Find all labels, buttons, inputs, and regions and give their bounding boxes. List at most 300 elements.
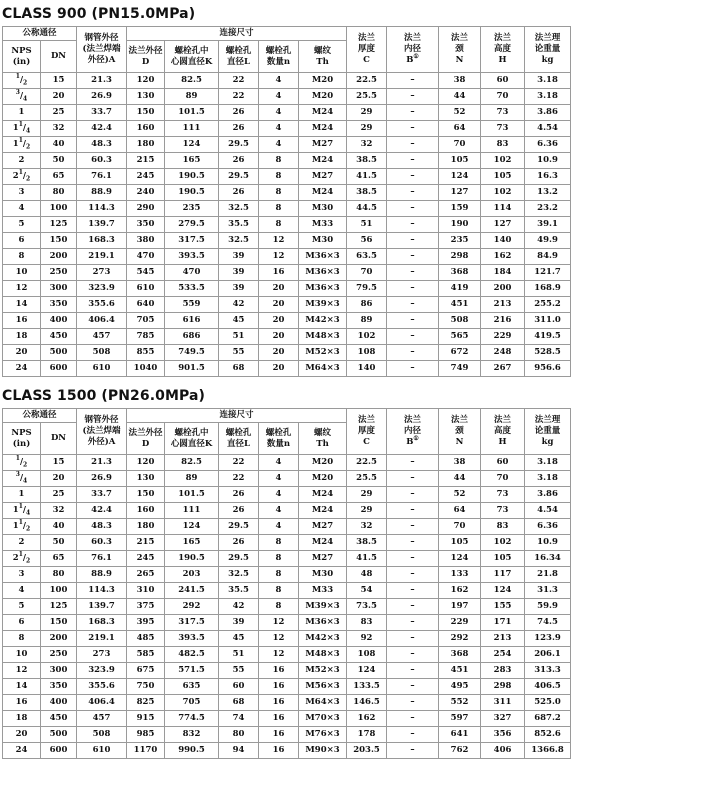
nps-whole: 6 <box>18 616 25 627</box>
weight-cell: 6.36 <box>525 137 571 153</box>
dn-cell: 125 <box>41 599 77 615</box>
height-cell: 60 <box>481 455 525 471</box>
header-pipe-od-line: (法兰焊端 <box>82 426 121 437</box>
thread-cell: M24 <box>299 185 347 201</box>
nps-cell <box>3 695 41 711</box>
header-bore-line: 内径 <box>404 44 422 55</box>
height-cell: 327 <box>481 711 525 727</box>
height-cell: 248 <box>481 345 525 361</box>
flange-od-cell: 785 <box>127 329 165 345</box>
bolt-count-cell: 12 <box>259 233 299 249</box>
bolt-count-cell: 8 <box>259 169 299 185</box>
header-bolt-count-line: 数量n <box>266 56 291 67</box>
bolt-hole-cell: 29.5 <box>219 519 259 535</box>
height-cell: 114 <box>481 201 525 217</box>
header-nominal-size-line: 公称通径 <box>22 28 57 39</box>
pipe-od-cell: 457 <box>77 711 127 727</box>
height-cell: 70 <box>481 471 525 487</box>
nps-cell <box>3 519 41 535</box>
bore-cell: – <box>387 345 439 361</box>
header-bolt-circle-line: 螺栓孔中 <box>174 45 209 56</box>
dn-cell: 400 <box>41 695 77 711</box>
bolt-circle-cell: 124 <box>165 519 219 535</box>
thread-cell: M20 <box>299 73 347 89</box>
bolt-count-cell: 20 <box>259 345 299 361</box>
header-pipe-od-line: 外径)A <box>87 436 116 447</box>
nps-cell <box>3 599 41 615</box>
neck-cell: 105 <box>439 153 481 169</box>
dn-cell: 200 <box>41 249 77 265</box>
neck-cell: 190 <box>439 217 481 233</box>
header-bolt-circle <box>165 423 219 455</box>
nps-denominator: 2 <box>23 79 28 87</box>
neck-cell: 52 <box>439 105 481 121</box>
dn-cell: 15 <box>41 455 77 471</box>
thread-cell: M20 <box>299 471 347 487</box>
bolt-circle-cell: 82.5 <box>165 73 219 89</box>
bolt-count-cell: 20 <box>259 281 299 297</box>
bolt-count-cell: 16 <box>259 743 299 759</box>
header-weight <box>525 409 571 455</box>
flange-od-cell: 380 <box>127 233 165 249</box>
nps-whole: 14 <box>15 680 28 691</box>
neck-cell: 229 <box>439 615 481 631</box>
neck-cell: 52 <box>439 487 481 503</box>
header-thread <box>299 423 347 455</box>
class-1500-table <box>2 408 603 759</box>
bore-cell: – <box>387 217 439 233</box>
header-bolt-hole-line: 直径L <box>227 56 250 67</box>
bolt-hole-cell: 39 <box>219 265 259 281</box>
flange-od-cell: 1170 <box>127 743 165 759</box>
bore-cell: – <box>387 121 439 137</box>
weight-cell: 74.5 <box>525 615 571 631</box>
header-weight-line: 法兰理 <box>534 33 561 44</box>
bolt-hole-cell: 26 <box>219 487 259 503</box>
header-bolt-hole-line: 螺栓孔 <box>225 427 252 438</box>
bore-cell: – <box>387 185 439 201</box>
bolt-circle-cell: 749.5 <box>165 345 219 361</box>
bolt-circle-cell: 165 <box>165 535 219 551</box>
nps-cell <box>3 679 41 695</box>
weight-cell: 31.3 <box>525 583 571 599</box>
nps-cell <box>3 345 41 361</box>
header-flange-od <box>127 423 165 455</box>
nps-cell <box>3 551 41 567</box>
thickness-cell: 32 <box>347 137 387 153</box>
thread-cell: M52×3 <box>299 663 347 679</box>
dn-cell: 150 <box>41 233 77 249</box>
flange-od-cell: 160 <box>127 121 165 137</box>
bolt-circle-cell: 101.5 <box>165 487 219 503</box>
height-cell: 83 <box>481 137 525 153</box>
table-row <box>3 73 603 89</box>
pipe-od-cell: 219.1 <box>77 249 127 265</box>
thread-cell: M33 <box>299 217 347 233</box>
header-neck-line: N <box>455 54 464 65</box>
header-bolt-hole-line: 直径L <box>227 438 250 449</box>
bore-cell: – <box>387 663 439 679</box>
header-nominal-size <box>3 27 77 41</box>
height-cell: 406 <box>481 743 525 759</box>
pipe-od-cell: 610 <box>77 361 127 377</box>
neck-cell: 368 <box>439 265 481 281</box>
header-height-line: 高度 <box>494 426 512 437</box>
dn-cell: 50 <box>41 535 77 551</box>
bore-cell: – <box>387 647 439 663</box>
flange-od-cell: 915 <box>127 711 165 727</box>
pipe-od-cell: 457 <box>77 329 127 345</box>
thickness-cell: 203.5 <box>347 743 387 759</box>
thread-cell: M20 <box>299 455 347 471</box>
bolt-hole-cell: 26 <box>219 503 259 519</box>
header-nps-line: (in) <box>12 438 31 449</box>
bolt-count-cell: 12 <box>259 249 299 265</box>
header-thickness-line: C <box>363 436 370 447</box>
thickness-cell: 73.5 <box>347 599 387 615</box>
bolt-circle-cell: 533.5 <box>165 281 219 297</box>
table-row <box>3 631 603 647</box>
nps-cell <box>3 727 41 743</box>
table-row <box>3 265 603 281</box>
dn-cell: 65 <box>41 169 77 185</box>
bolt-count-cell: 16 <box>259 679 299 695</box>
nps-numerator: 1 <box>18 503 23 510</box>
bolt-circle-cell: 89 <box>165 471 219 487</box>
table-row <box>3 679 603 695</box>
flange-od-cell: 215 <box>127 153 165 169</box>
header-thickness-line: 法兰 <box>358 33 376 44</box>
table-row <box>3 519 603 535</box>
dn-cell: 32 <box>41 121 77 137</box>
thread-cell: M36×3 <box>299 281 347 297</box>
height-cell: 171 <box>481 615 525 631</box>
flange-od-cell: 290 <box>127 201 165 217</box>
height-cell: 102 <box>481 535 525 551</box>
neck-cell: 292 <box>439 631 481 647</box>
header-weight-line: kg <box>541 54 554 65</box>
nps-whole: 1 <box>18 106 25 117</box>
nps-cell <box>3 361 41 377</box>
header-thread-line: Th <box>316 438 329 449</box>
header-neck <box>439 27 481 73</box>
thickness-cell: 41.5 <box>347 169 387 185</box>
nps-denominator: 2 <box>26 175 31 183</box>
bore-cell: – <box>387 361 439 377</box>
thread-cell: M20 <box>299 89 347 105</box>
pipe-od-cell: 33.7 <box>77 105 127 121</box>
height-cell: 102 <box>481 185 525 201</box>
neck-cell: 451 <box>439 663 481 679</box>
class-900-table <box>2 26 603 377</box>
nps-fraction-slash: / <box>19 472 24 483</box>
thread-cell: M24 <box>299 105 347 121</box>
nps-whole: 8 <box>18 632 25 643</box>
nps-whole: 6 <box>18 234 25 245</box>
bolt-hole-cell: 26 <box>219 121 259 137</box>
header-bore <box>387 409 439 455</box>
thread-cell: M39×3 <box>299 599 347 615</box>
table-row <box>3 695 603 711</box>
bore-cell: – <box>387 743 439 759</box>
table-row <box>3 567 603 583</box>
weight-cell: 206.1 <box>525 647 571 663</box>
weight-cell: 4.54 <box>525 503 571 519</box>
header-weight-line: kg <box>541 436 554 447</box>
nps-whole: 18 <box>15 330 28 341</box>
thickness-cell: 146.5 <box>347 695 387 711</box>
height-cell: 140 <box>481 233 525 249</box>
thread-cell: M56×3 <box>299 679 347 695</box>
nps-whole: 2 <box>12 170 19 181</box>
bolt-circle-cell: 111 <box>165 121 219 137</box>
neck-cell: 597 <box>439 711 481 727</box>
neck-cell: 70 <box>439 137 481 153</box>
thickness-cell: 29 <box>347 487 387 503</box>
bolt-count-cell: 16 <box>259 663 299 679</box>
table-row <box>3 105 603 121</box>
weight-cell: 3.86 <box>525 105 571 121</box>
nps-numerator: 1 <box>15 73 20 80</box>
neck-cell: 197 <box>439 599 481 615</box>
height-cell: 184 <box>481 265 525 281</box>
pipe-od-cell: 406.4 <box>77 313 127 329</box>
header-connection <box>127 409 347 423</box>
bolt-circle-cell: 190.5 <box>165 551 219 567</box>
class-1500-title: CLASS 1500 (PN26.0MPa) <box>2 388 206 404</box>
thickness-cell: 29 <box>347 105 387 121</box>
table-row <box>3 487 603 503</box>
bolt-count-cell: 4 <box>259 73 299 89</box>
dn-cell: 300 <box>41 663 77 679</box>
header-height <box>481 409 525 455</box>
dn-cell: 500 <box>41 727 77 743</box>
dn-cell: 125 <box>41 217 77 233</box>
bore-cell: – <box>387 233 439 249</box>
weight-cell: 406.5 <box>525 679 571 695</box>
bolt-circle-cell: 482.5 <box>165 647 219 663</box>
bore-cell: – <box>387 551 439 567</box>
bolt-count-cell: 4 <box>259 89 299 105</box>
thickness-cell: 22.5 <box>347 73 387 89</box>
nps-cell <box>3 185 41 201</box>
weight-cell: 1366.8 <box>525 743 571 759</box>
header-connection-line: 连接尺寸 <box>219 410 254 421</box>
header-neck <box>439 409 481 455</box>
pipe-od-cell: 42.4 <box>77 121 127 137</box>
nps-whole: 4 <box>18 202 25 213</box>
thickness-cell: 140 <box>347 361 387 377</box>
flange-od-cell: 395 <box>127 615 165 631</box>
bolt-count-cell: 8 <box>259 185 299 201</box>
weight-cell: 3.18 <box>525 471 571 487</box>
height-cell: 216 <box>481 313 525 329</box>
neck-cell: 159 <box>439 201 481 217</box>
bolt-hole-cell: 26 <box>219 105 259 121</box>
table-row <box>3 663 603 679</box>
header-thread-line: 螺纹 <box>314 427 332 438</box>
nps-whole: 1 <box>12 504 19 515</box>
height-cell: 356 <box>481 727 525 743</box>
weight-cell: 39.1 <box>525 217 571 233</box>
weight-cell: 121.7 <box>525 265 571 281</box>
height-cell: 102 <box>481 153 525 169</box>
bore-cell: – <box>387 73 439 89</box>
bolt-count-cell: 16 <box>259 265 299 281</box>
nps-whole: 14 <box>15 298 28 309</box>
neck-cell: 749 <box>439 361 481 377</box>
flange-od-cell: 675 <box>127 663 165 679</box>
header-bolt-circle <box>165 41 219 73</box>
bore-cell: – <box>387 519 439 535</box>
table-row <box>3 647 603 663</box>
bolt-circle-cell: 571.5 <box>165 663 219 679</box>
thickness-cell: 79.5 <box>347 281 387 297</box>
table-row <box>3 329 603 345</box>
dn-cell: 40 <box>41 519 77 535</box>
bolt-count-cell: 20 <box>259 313 299 329</box>
header-thickness-line: 厚度 <box>358 44 376 55</box>
bore-cell: – <box>387 471 439 487</box>
bolt-circle-cell: 165 <box>165 153 219 169</box>
bolt-hole-cell: 94 <box>219 743 259 759</box>
table-row <box>3 615 603 631</box>
nps-numerator: 1 <box>18 169 23 176</box>
weight-cell: 3.18 <box>525 89 571 105</box>
bolt-circle-cell: 616 <box>165 313 219 329</box>
flange-od-cell: 855 <box>127 345 165 361</box>
neck-cell: 641 <box>439 727 481 743</box>
table-row <box>3 121 603 137</box>
weight-cell: 255.2 <box>525 297 571 313</box>
thickness-cell: 124 <box>347 663 387 679</box>
flange-od-cell: 985 <box>127 727 165 743</box>
dn-cell: 150 <box>41 615 77 631</box>
thread-cell: M24 <box>299 153 347 169</box>
class-900-title: CLASS 900 (PN15.0MPa) <box>2 6 196 22</box>
bolt-hole-cell: 60 <box>219 679 259 695</box>
table-row <box>3 217 603 233</box>
table-row <box>3 297 603 313</box>
thread-cell: M27 <box>299 137 347 153</box>
header-bore <box>387 27 439 73</box>
table-row <box>3 233 603 249</box>
nps-denominator: 2 <box>26 143 31 151</box>
flange-od-cell: 130 <box>127 471 165 487</box>
height-cell: 105 <box>481 551 525 567</box>
header-neck-line: 颈 <box>455 426 464 437</box>
thickness-cell: 83 <box>347 615 387 631</box>
header-thickness <box>347 27 387 73</box>
header-neck-line: 法兰 <box>451 33 469 44</box>
nps-whole: 1 <box>18 488 25 499</box>
nps-cell <box>3 105 41 121</box>
nps-denominator: 4 <box>26 127 31 135</box>
bore-cell: – <box>387 281 439 297</box>
bore-cell: – <box>387 583 439 599</box>
bolt-hole-cell: 42 <box>219 297 259 313</box>
neck-cell: 368 <box>439 647 481 663</box>
weight-cell: 21.8 <box>525 567 571 583</box>
pipe-od-cell: 610 <box>77 743 127 759</box>
height-cell: 283 <box>481 663 525 679</box>
bore-cell: – <box>387 297 439 313</box>
thread-cell: M90×3 <box>299 743 347 759</box>
bore-cell: – <box>387 487 439 503</box>
height-cell: 124 <box>481 583 525 599</box>
thickness-cell: 32 <box>347 519 387 535</box>
height-cell: 311 <box>481 695 525 711</box>
pipe-od-cell: 26.9 <box>77 89 127 105</box>
neck-cell: 124 <box>439 169 481 185</box>
height-cell: 73 <box>481 121 525 137</box>
weight-cell: 311.0 <box>525 313 571 329</box>
nps-numerator: 1 <box>18 519 23 526</box>
flange-od-cell: 240 <box>127 185 165 201</box>
nps-fraction-slash: / <box>22 520 27 531</box>
thickness-cell: 89 <box>347 313 387 329</box>
height-cell: 60 <box>481 73 525 89</box>
header-row-1 <box>3 27 603 41</box>
bolt-hole-cell: 51 <box>219 329 259 345</box>
weight-cell: 4.54 <box>525 121 571 137</box>
pipe-od-cell: 508 <box>77 345 127 361</box>
bolt-count-cell: 20 <box>259 329 299 345</box>
nps-cell <box>3 567 41 583</box>
header-dn <box>41 423 77 455</box>
footnote-mark: ① <box>413 53 419 61</box>
weight-cell: 528.5 <box>525 345 571 361</box>
neck-cell: 552 <box>439 695 481 711</box>
dn-cell: 25 <box>41 105 77 121</box>
pipe-od-cell: 33.7 <box>77 487 127 503</box>
nps-numerator: 1 <box>18 551 23 558</box>
bolt-count-cell: 4 <box>259 503 299 519</box>
bolt-hole-cell: 51 <box>219 647 259 663</box>
nps-cell <box>3 535 41 551</box>
nps-cell <box>3 137 41 153</box>
nps-fraction-slash: / <box>22 170 27 181</box>
header-bore-line: B <box>406 54 414 65</box>
thread-cell: M27 <box>299 551 347 567</box>
table-row <box>3 153 603 169</box>
bolt-hole-cell: 35.5 <box>219 583 259 599</box>
nps-denominator: 4 <box>23 95 28 103</box>
nps-whole: 18 <box>15 712 28 723</box>
bolt-circle-cell: 111 <box>165 503 219 519</box>
nps-whole: 2 <box>18 154 25 165</box>
bolt-circle-cell: 124 <box>165 137 219 153</box>
bolt-hole-cell: 35.5 <box>219 217 259 233</box>
pipe-od-cell: 42.4 <box>77 503 127 519</box>
nps-whole: 10 <box>15 648 28 659</box>
header-bore-line: B <box>406 436 414 447</box>
header-bolt-hole <box>219 423 259 455</box>
bolt-count-cell: 8 <box>259 153 299 169</box>
flange-od-cell: 705 <box>127 313 165 329</box>
nps-cell <box>3 329 41 345</box>
header-flange-od <box>127 41 165 73</box>
height-cell: 213 <box>481 297 525 313</box>
nps-whole: 24 <box>15 744 28 755</box>
bore-cell: – <box>387 599 439 615</box>
table-row <box>3 249 603 265</box>
neck-cell: 672 <box>439 345 481 361</box>
header-height-line: H <box>498 54 507 65</box>
flange-od-cell: 150 <box>127 487 165 503</box>
height-cell: 155 <box>481 599 525 615</box>
nps-numerator: 1 <box>18 137 23 144</box>
